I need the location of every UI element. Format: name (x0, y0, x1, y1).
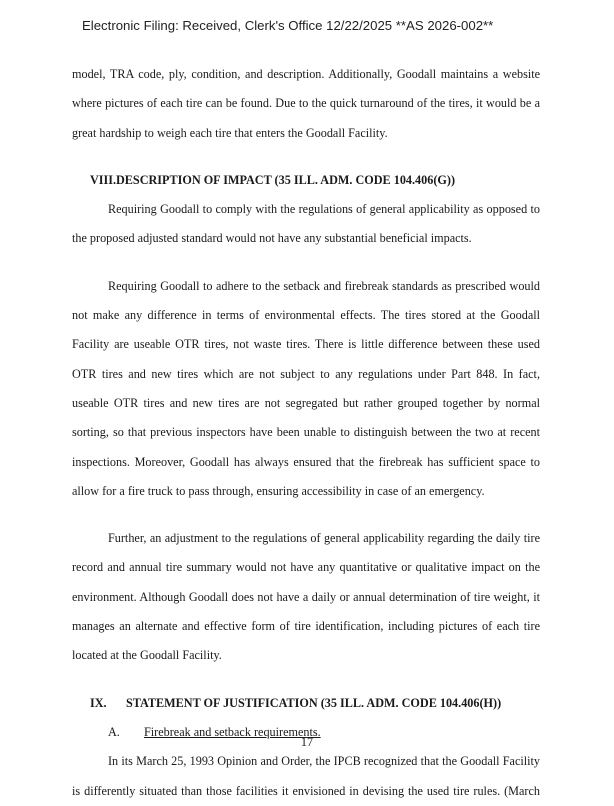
section-number: VIII. (90, 172, 117, 187)
page-number: 17 (300, 735, 314, 749)
text-line: model, TRA code, ply, condition, and description. Additionally, Goodall maintains a website (72, 67, 540, 81)
text-line: great hardship to weigh each tire that enters the Goodall Facility. (72, 125, 388, 140)
text-line: Facility are useable OTR tires, not waste tires. There is little difference between these used (72, 337, 540, 352)
text-line: allow for a fire truck to pass through, ensuring accessibility in case of an emergency. (72, 483, 485, 498)
text-line: Requiring Goodall to comply with the regulations of general applicability as opposed to (108, 202, 540, 217)
text-line: record and annual tire summary would not have any quantitative or qualitative impact on the (72, 560, 540, 575)
section-title: DESCRIPTION OF IMPACT (35 ILL. ADM. CODE 104.406(G)) (116, 172, 455, 187)
text-line: inspections. Moreover, Goodall has always ensured that the firebreak has sufficient space to (72, 454, 540, 469)
text-line: where pictures of each tire can be found. Due to the quick turnaround of the tires, it would be a (72, 96, 540, 111)
subsection-letter: A. (108, 724, 120, 739)
intro-paragraph (72, 60, 540, 148)
text-line: Further, an adjustment to the regulations of general applicability regarding the daily tire (108, 531, 540, 546)
text-line: is differently situated than those facilities it envisioned in devising the used tire rules. (March (72, 783, 540, 798)
text-line: the proposed adjusted standard would not have any substantial beneficial impacts. (72, 231, 472, 246)
filing-stamp-header: Electronic Filing: Received, Clerk's Office 12/22/2025 **AS 2026-002** (82, 18, 494, 33)
text-line: useable OTR tires and new tires are not segregated but rather grouped together by normal (72, 395, 540, 410)
text-line: OTR tires and new tires which are not subject to any regulations under Part 848. In fact, (72, 366, 540, 381)
section-heading-ix (72, 689, 540, 718)
impact-paragraph-1 (72, 195, 540, 254)
text-line: located at the Goodall Facility. (72, 648, 222, 663)
text-line: Requiring Goodall to adhere to the setback and firebreak standards as prescribed would (108, 278, 540, 293)
text-line: In its March 25, 1993 Opinion and Order, the IPCB recognized that the Goodall Facility (108, 754, 540, 769)
section-title: STATEMENT OF JUSTIFICATION (35 ILL. ADM. CODE 104.406(H)) (126, 695, 502, 710)
subsection-title: Firebreak and setback requirements. (144, 724, 321, 739)
justification-paragraph (72, 747, 540, 806)
impact-paragraph-3 (72, 524, 540, 670)
document-body (72, 60, 540, 806)
text-line: manages an alternate and effective form of tire identification, including pictures of each tire (72, 619, 540, 634)
section-number: IX. (90, 695, 107, 710)
text-line: environment. Although Goodall does not have a daily or annual determination of tire weight, it (72, 589, 540, 604)
text-line: not make any difference in terms of environmental effects. The tires stored at the Goodall (72, 308, 540, 323)
text-line: sorting, so that previous inspectors have been unable to distinguish between the two at recent (72, 425, 540, 440)
section-heading-viii (72, 166, 540, 195)
impact-paragraph-2 (72, 272, 540, 506)
